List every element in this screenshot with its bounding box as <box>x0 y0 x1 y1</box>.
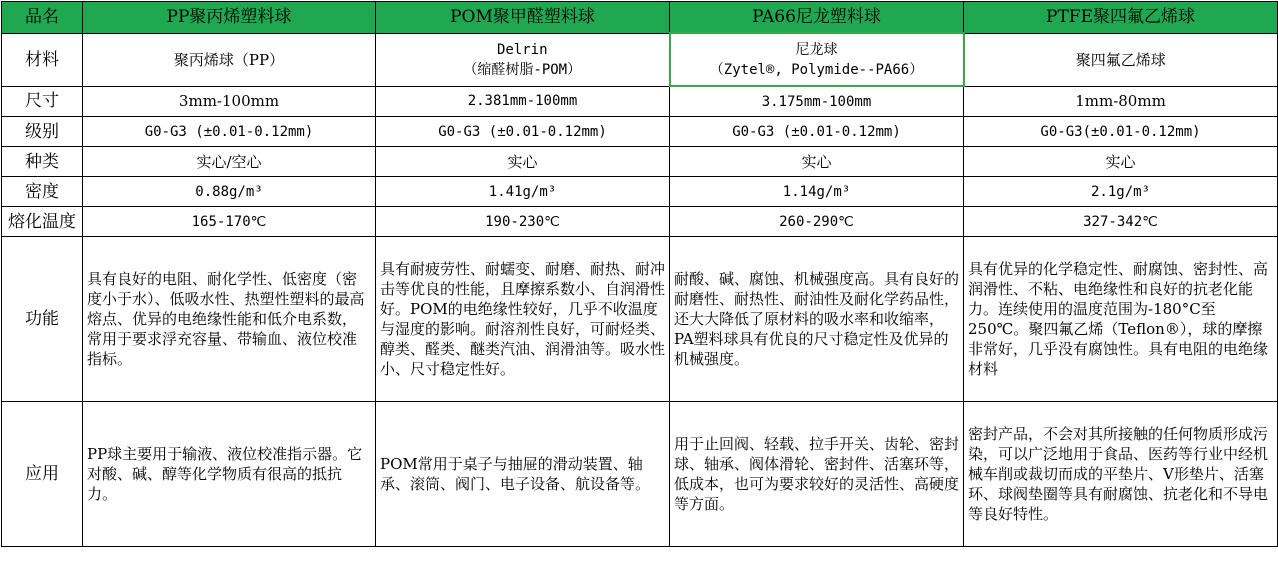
material-cell-pa66[interactable]: 尼龙球 （Zytel®, Polymide--PA66） <box>670 33 964 86</box>
density-cell-pa66: 1.14g/m³ <box>670 177 964 207</box>
header-pom-ball: POM聚甲醛塑料球 <box>376 2 670 34</box>
application-cell-pom: POM常用于桌子与抽屉的滑动装置、轴承、滚筒、阀门、电子设备、航设备等。 <box>376 402 670 547</box>
kind-cell-pa66: 实心 <box>670 147 964 177</box>
material-comparison-table <box>1 1 1278 547</box>
size-cell-ptfe: 1mm-80mm <box>964 86 1278 117</box>
size-cell-pom: 2.381mm-100mm <box>376 86 670 117</box>
kind-cell-pom: 实心 <box>376 147 670 177</box>
function-cell-pa66: 耐酸、碱、腐蚀、机械强度高。具有良好的耐磨性、耐热性、耐油性及耐化学药品性，还大大降低了原材料的吸水率和收缩率，PA塑料球具有优良的尺寸稳定性及优异的机械强度。 <box>670 237 964 402</box>
material-cell-pp: 聚丙烯球（PP） <box>83 33 376 86</box>
grade-row <box>2 117 1278 147</box>
density-cell-pp: 0.88g/m³ <box>83 177 376 207</box>
header-pp-ball: PP聚丙烯塑料球 <box>83 2 376 34</box>
density-cell-ptfe: 2.1g/m³ <box>964 177 1278 207</box>
header-pa66-ball: PA66尼龙塑料球 <box>670 2 964 34</box>
density-label: 密度 <box>2 177 83 207</box>
material-cell-pom: Delrin （缩醛树脂-POM） <box>376 33 670 86</box>
kind-cell-ptfe: 实心 <box>964 147 1278 177</box>
kind-row <box>2 147 1278 177</box>
function-cell-pom: 具有耐疲劳性、耐蠕变、耐磨、耐热、耐冲击等优良的性能，且摩擦系数小、自润滑性好。POM的电绝缘性较好，几乎不收温度与湿度的影响。耐溶剂性良好，可耐烃类、醇类、醛类、醚类汽油、润滑油等。吸水性小、尺寸稳定性好。 <box>376 237 670 402</box>
application-cell-ptfe: 密封产品，不会对其所接触的任何物质形成污染，可以广泛地用于食品、医药等行业中经机械车削或裁切而成的平垫片、V形垫片、活塞环、球阀垫圈等具有耐腐蚀、抗老化和不导电等良好特性。 <box>964 402 1278 547</box>
function-row <box>2 237 1278 402</box>
grade-cell-ptfe: G0-G3(±0.01-0.12mm) <box>964 117 1278 147</box>
size-cell-pa66: 3.175mm-100mm <box>670 86 964 117</box>
density-cell-pom: 1.41g/m³ <box>376 177 670 207</box>
grade-label: 级别 <box>2 117 83 147</box>
application-row <box>2 402 1278 547</box>
melt-label: 熔化温度 <box>2 207 83 237</box>
header-row <box>2 2 1278 34</box>
kind-cell-pp: 实心/空心 <box>83 147 376 177</box>
function-label: 功能 <box>2 237 83 402</box>
size-row <box>2 86 1278 117</box>
header-ptfe-ball: PTFE聚四氟乙烯球 <box>964 2 1278 34</box>
application-cell-pp: PP球主要用于输液、液位校准指示器。它对酸、碱、醇等化学物质有很高的抵抗力。 <box>83 402 376 547</box>
grade-cell-pp: G0-G3 (±0.01-0.12mm) <box>83 117 376 147</box>
application-label: 应用 <box>2 402 83 547</box>
size-label: 尺寸 <box>2 86 83 117</box>
melt-cell-pa66: 260-290℃ <box>670 207 964 237</box>
grade-cell-pa66: G0-G3 (±0.01-0.12mm) <box>670 117 964 147</box>
material-cell-ptfe: 聚四氟乙烯球 <box>964 33 1278 86</box>
melt-cell-ptfe: 327-342℃ <box>964 207 1278 237</box>
material-label: 材料 <box>2 33 83 86</box>
melt-cell-pom: 190-230℃ <box>376 207 670 237</box>
melt-row <box>2 207 1278 237</box>
kind-label: 种类 <box>2 147 83 177</box>
application-cell-pa66: 用于止回阀、轻载、拉手开关、齿轮、密封球、轴承、阀体滑轮、密封件、活塞环等，低成本，也可为要求较好的灵活性、高硬度等方面。 <box>670 402 964 547</box>
melt-cell-pp: 165-170℃ <box>83 207 376 237</box>
header-product-name: 品名 <box>2 2 83 34</box>
material-row <box>2 33 1278 86</box>
density-row <box>2 177 1278 207</box>
grade-cell-pom: G0-G3 (±0.01-0.12mm) <box>376 117 670 147</box>
function-cell-pp: 具有良好的电阻、耐化学性、低密度（密度小于水）、低吸水性、热塑性塑料的最高熔点、优异的电绝缘性能和低介电系数，常用于要求浮充容量、带输血、液位校准指标。 <box>83 237 376 402</box>
size-cell-pp: 3mm-100mm <box>83 86 376 117</box>
function-cell-ptfe: 具有优异的化学稳定性、耐腐蚀、密封性、高润滑性、不粘、电绝缘性和良好的抗老化能力。连续使用的温度范围为-180°C至250℃。聚四氟乙烯（Teflon®），球的摩擦非常好，几乎没有腐蚀性。具有电阻的电绝缘材料 <box>964 237 1278 402</box>
